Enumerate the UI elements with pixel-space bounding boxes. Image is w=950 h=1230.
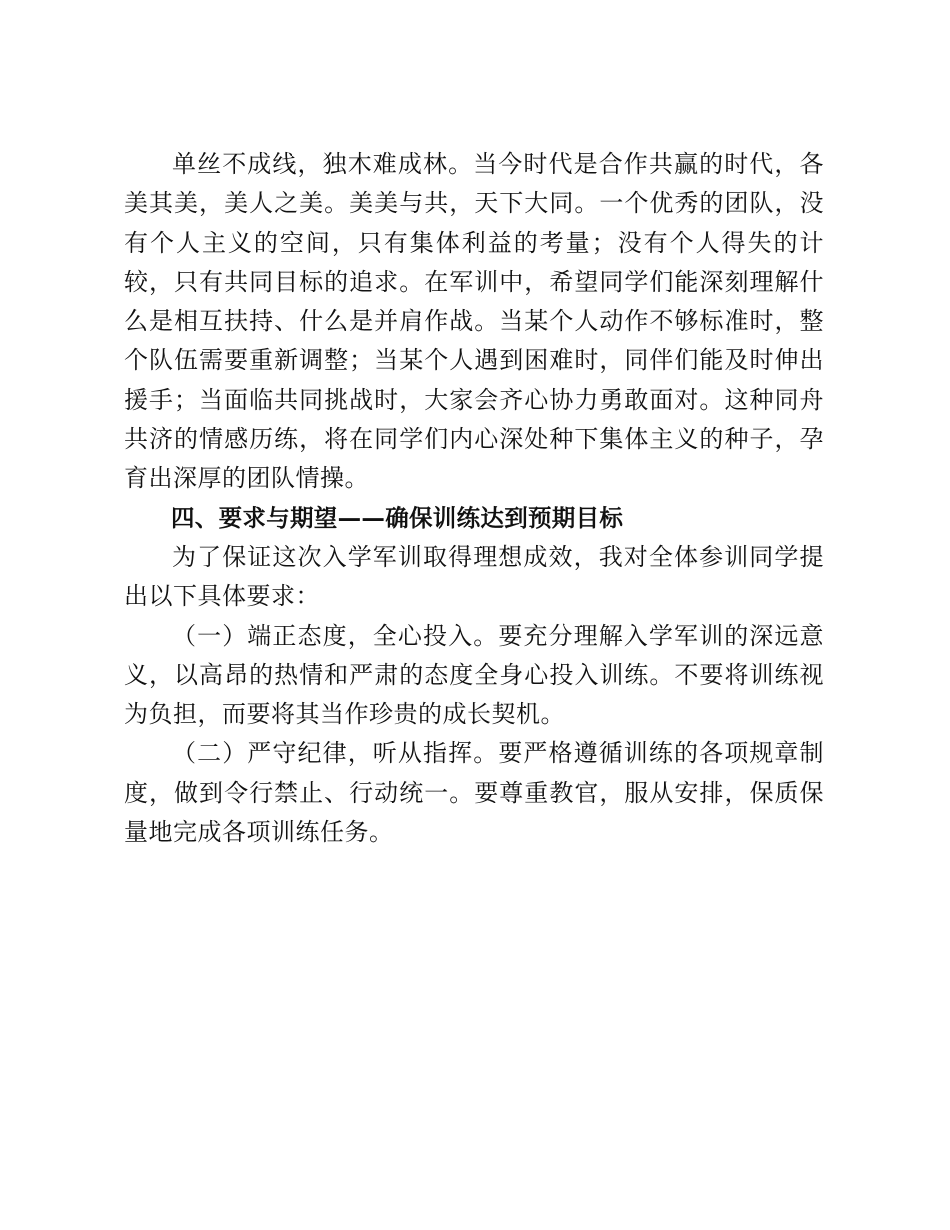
paragraph-teamwork: 单丝不成线，独木难成林。当今时代是合作共赢的时代，各美其美，美人之美。美美与共，天下大同。一个优秀的团队，没有个人主义的空间，只有集体利益的考量；没有个人得失的计较，只有共同目标的追求。在军训中，希望同学们能深刻理解什么是相互扶持、什么是并肩作战。当某个人动作不够标准时，整个队伍需要重新调整；当某个人遇到困难时，同伴们能及时伸出援手；当面临共同挑战时，大家会齐心协力勇敢面对。这种同舟共济的情感历练，将在同学们内心深处种下集体主义的种子，孕育出深厚的团队情操。 bbox=[124, 150, 824, 493]
requirement-item-1 bbox=[124, 617, 824, 735]
requirement-item-1-label: （一）端正态度，全心投入。 bbox=[172, 621, 499, 650]
requirement-item-2 bbox=[124, 734, 824, 852]
requirement-item-2-text: 要严格遵循训练的各项规章制度，做到令行禁止、行动统一。要尊重教官，服从安排，保质保量地完成各项训练任务。 bbox=[124, 739, 825, 847]
paragraph-requirements-intro: 为了保证这次入学军训取得理想成效，我对全体参训同学提出以下具体要求： bbox=[124, 542, 824, 611]
section-heading-requirements: 四、要求与期望——确保训练达到预期目标 bbox=[171, 503, 624, 532]
requirement-item-1-text: 要充分理解入学军训的深远意义，以高昂的热情和严肃的态度全身心投入训练。不要将训练视为负担，而要将其当作珍贵的成长契机。 bbox=[124, 621, 825, 729]
requirement-item-2-label: （二）严守纪律，听从指挥。 bbox=[172, 739, 499, 768]
document-page bbox=[124, 145, 824, 852]
